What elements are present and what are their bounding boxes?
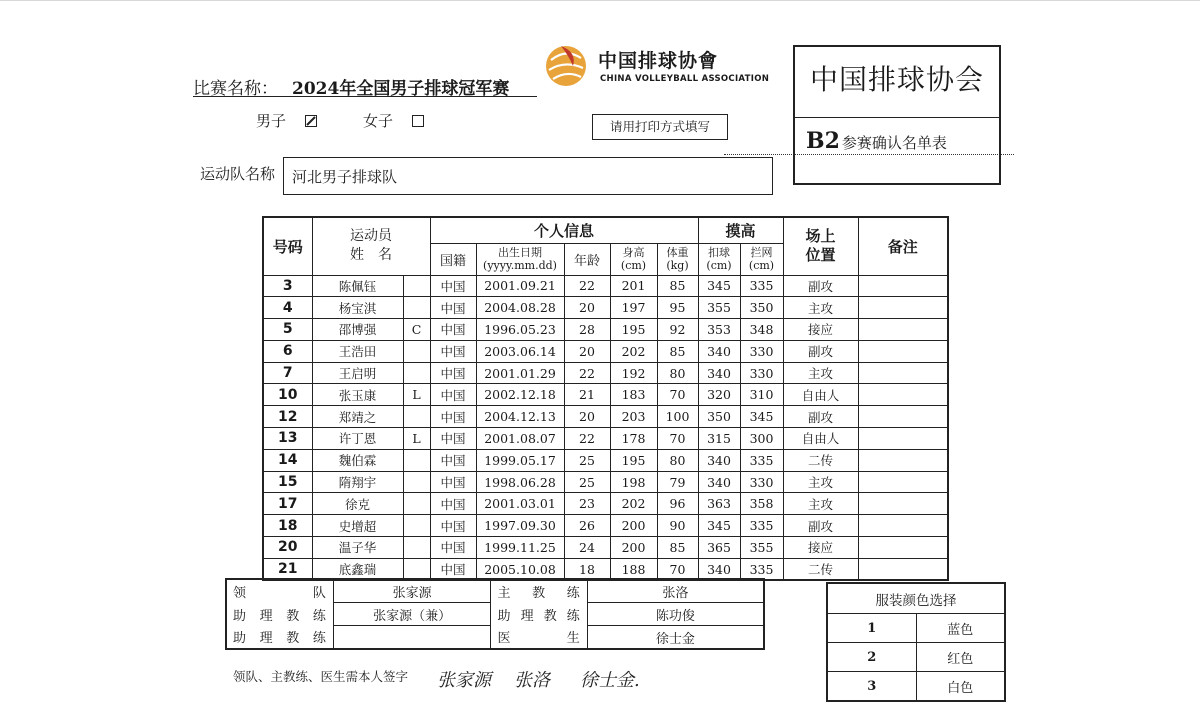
cell-name: 魏伯霖 [312, 449, 403, 471]
cell-name: 陈佩钰 [312, 275, 403, 297]
cell-note [858, 558, 948, 580]
header-nationality: 国籍 [430, 243, 476, 275]
gender-male [256, 110, 317, 131]
cell-height: 195 [610, 449, 657, 471]
signature-doctor: 徐士金. [580, 670, 640, 691]
cell-spike: 340 [698, 340, 740, 362]
cell-spike: 365 [698, 537, 740, 559]
cell-nat: 中国 [430, 515, 476, 537]
org-subtitle [806, 128, 947, 154]
cell-pos: 二传 [783, 558, 858, 580]
cell-weight: 80 [657, 362, 698, 384]
cell-note [858, 449, 948, 471]
cell-no: 6 [263, 340, 312, 362]
cell-nat: 中国 [430, 449, 476, 471]
cell-note [858, 297, 948, 319]
head-coach-label: 主教练 [491, 579, 587, 603]
cell-age: 28 [564, 319, 610, 341]
asst-coach3-value [333, 626, 491, 650]
cell-note [858, 515, 948, 537]
table-row [263, 449, 948, 471]
cell-age: 20 [564, 297, 610, 319]
cell-pos: 主攻 [783, 362, 858, 384]
cell-weight: 70 [657, 384, 698, 406]
table-row [263, 384, 948, 406]
header-spike [698, 243, 740, 275]
header-position-line2: 位置 [805, 246, 836, 265]
cell-pos: 二传 [783, 449, 858, 471]
cell-age: 23 [564, 493, 610, 515]
table-row [263, 319, 948, 341]
cell-dob: 1999.05.17 [476, 449, 564, 471]
cell-role [403, 449, 430, 471]
print-note: 请用打印方式填写 [592, 114, 728, 140]
asst-coach-label: 助理教练 [226, 603, 333, 626]
cell-nat: 中国 [430, 493, 476, 515]
cell-pos: 副攻 [783, 340, 858, 362]
header-height [610, 243, 657, 275]
cell-note [858, 537, 948, 559]
cell-weight: 96 [657, 493, 698, 515]
table-row [263, 558, 948, 580]
cell-age: 25 [564, 471, 610, 493]
cell-dob: 2004.08.28 [476, 297, 564, 319]
cell-pos: 副攻 [783, 515, 858, 537]
cell-block: 330 [740, 471, 783, 493]
cell-name: 邵博强 [312, 319, 403, 341]
uniform-option [827, 672, 1005, 702]
cell-no: 7 [263, 362, 312, 384]
cell-spike: 315 [698, 428, 740, 450]
cell-block: 345 [740, 406, 783, 428]
cell-role [403, 493, 430, 515]
competition-underline [193, 96, 537, 97]
cell-dob: 2001.09.21 [476, 275, 564, 297]
cell-height: 195 [610, 319, 657, 341]
header-block-line2: (cm) [748, 259, 775, 272]
header-spike-line1: 扣球 [708, 246, 730, 259]
cell-height: 198 [610, 471, 657, 493]
cell-height: 200 [610, 515, 657, 537]
cell-dob: 1999.11.25 [476, 537, 564, 559]
cell-block: 335 [740, 449, 783, 471]
header-athlete-line2: 姓 名 [350, 247, 392, 264]
cell-weight: 79 [657, 471, 698, 493]
cell-no: 20 [263, 537, 312, 559]
uniform-option-number: 3 [827, 672, 916, 702]
signature-leader: 张家源 [437, 670, 491, 691]
cell-role [403, 297, 430, 319]
table-row [263, 428, 948, 450]
cell-pos: 自由人 [783, 428, 858, 450]
cell-pos: 主攻 [783, 493, 858, 515]
roster-table [262, 216, 949, 581]
staff-table [225, 578, 765, 650]
cell-no: 12 [263, 406, 312, 428]
header-weight [657, 243, 698, 275]
header-reach: 摸高 [698, 217, 783, 243]
cell-note [858, 428, 948, 450]
cell-weight: 85 [657, 340, 698, 362]
cell-spike: 320 [698, 384, 740, 406]
cell-weight: 100 [657, 406, 698, 428]
cell-dob: 1998.06.28 [476, 471, 564, 493]
uniform-title: 服装颜色选择 [827, 583, 1005, 614]
table-row [263, 493, 948, 515]
gender-male-label: 男子 [256, 112, 287, 130]
cell-no: 15 [263, 471, 312, 493]
cell-note [858, 340, 948, 362]
cell-name: 王启明 [312, 362, 403, 384]
cell-note [858, 471, 948, 493]
cell-height: 203 [610, 406, 657, 428]
cell-pos: 自由人 [783, 384, 858, 406]
cell-block: 310 [740, 384, 783, 406]
gender-female [363, 110, 424, 131]
cell-weight: 85 [657, 275, 698, 297]
cell-role [403, 362, 430, 384]
cell-weight: 70 [657, 428, 698, 450]
cell-name: 张玉康 [312, 384, 403, 406]
logo-en-text: CHINA VOLLEYBALL ASSOCIATION [600, 74, 770, 84]
cell-note [858, 362, 948, 384]
leader-label: 领队 [226, 579, 333, 603]
cell-role [403, 558, 430, 580]
cell-no: 3 [263, 275, 312, 297]
header-dob-line1: 出生日期 [498, 246, 542, 259]
cell-no: 13 [263, 428, 312, 450]
uniform-option [827, 643, 1005, 672]
cell-block: 300 [740, 428, 783, 450]
cell-name: 底鑫瑞 [312, 558, 403, 580]
cell-dob: 2002.12.18 [476, 384, 564, 406]
cell-nat: 中国 [430, 362, 476, 384]
cell-role [403, 406, 430, 428]
table-row [263, 275, 948, 297]
cell-weight: 95 [657, 297, 698, 319]
doctor-label: 医生 [491, 626, 587, 650]
cell-role [403, 340, 430, 362]
roster-body [263, 275, 948, 580]
cell-age: 22 [564, 428, 610, 450]
cell-name: 王浩田 [312, 340, 403, 362]
table-row [263, 340, 948, 362]
leader-value: 张家源 [333, 579, 491, 603]
cell-block: 350 [740, 297, 783, 319]
header-athlete [312, 217, 430, 275]
head-coach-value: 张洛 [587, 579, 764, 603]
cell-weight: 70 [657, 558, 698, 580]
cell-name: 温子华 [312, 537, 403, 559]
cell-name: 史增超 [312, 515, 403, 537]
cell-no: 18 [263, 515, 312, 537]
table-row [263, 297, 948, 319]
cell-note [858, 493, 948, 515]
uniform-option-number: 1 [827, 614, 916, 643]
cell-nat: 中国 [430, 537, 476, 559]
cell-weight: 90 [657, 515, 698, 537]
cell-block: 348 [740, 319, 783, 341]
header-position [783, 217, 858, 275]
gender-female-checkbox[interactable] [412, 115, 424, 127]
header-block-line1: 拦网 [750, 246, 773, 259]
cell-age: 26 [564, 515, 610, 537]
cell-role [403, 515, 430, 537]
cell-name: 隋翔宇 [312, 471, 403, 493]
table-row [263, 537, 948, 559]
cell-role: L [403, 428, 430, 450]
signature-label: 领队、主教练、医生需本人签字 [233, 669, 409, 684]
cell-pos: 接应 [783, 319, 858, 341]
logo-cn-text: 中国排球协會 [598, 50, 719, 72]
cell-spike: 340 [698, 471, 740, 493]
cell-age: 25 [564, 449, 610, 471]
cell-dob: 1996.05.23 [476, 319, 564, 341]
cell-nat: 中国 [430, 384, 476, 406]
uniform-option-color: 蓝色 [916, 614, 1005, 643]
cell-name: 杨宝淇 [312, 297, 403, 319]
cell-age: 20 [564, 340, 610, 362]
cell-age: 22 [564, 275, 610, 297]
cell-nat: 中国 [430, 428, 476, 450]
cell-pos: 主攻 [783, 471, 858, 493]
cell-age: 21 [564, 384, 610, 406]
header-athlete-line1: 运动员 [350, 228, 392, 245]
cell-nat: 中国 [430, 340, 476, 362]
cell-weight: 85 [657, 537, 698, 559]
header-position-line1: 场上 [805, 227, 836, 246]
gender-male-checkbox[interactable] [305, 115, 317, 127]
cell-pos: 副攻 [783, 275, 858, 297]
org-separator [793, 117, 1001, 118]
cell-no: 17 [263, 493, 312, 515]
asst-coach2-value: 陈功俊 [587, 603, 764, 626]
cell-spike: 350 [698, 406, 740, 428]
uniform-option-color: 红色 [916, 643, 1005, 672]
header-weight-line2: (kg) [666, 259, 689, 272]
cell-age: 18 [564, 558, 610, 580]
cell-no: 14 [263, 449, 312, 471]
cell-name: 徐克 [312, 493, 403, 515]
cell-height: 192 [610, 362, 657, 384]
table-row [263, 362, 948, 384]
cell-nat: 中国 [430, 275, 476, 297]
cell-note [858, 406, 948, 428]
cell-age: 22 [564, 362, 610, 384]
cell-spike: 345 [698, 515, 740, 537]
cell-pos: 接应 [783, 537, 858, 559]
header-height-line2: (cm) [620, 259, 647, 272]
cell-spike: 345 [698, 275, 740, 297]
cell-dob: 2001.08.07 [476, 428, 564, 450]
cell-note [858, 384, 948, 406]
cell-note [858, 319, 948, 341]
header-age: 年龄 [564, 243, 610, 275]
top-edge [0, 0, 1200, 1]
cell-no: 4 [263, 297, 312, 319]
cell-no: 10 [263, 384, 312, 406]
cell-dob: 2005.10.08 [476, 558, 564, 580]
cell-height: 188 [610, 558, 657, 580]
cell-height: 178 [610, 428, 657, 450]
cell-role [403, 537, 430, 559]
cell-dob: 2004.12.13 [476, 406, 564, 428]
cell-role: L [403, 384, 430, 406]
header-spike-line2: (cm) [706, 259, 732, 272]
uniform-option-color: 白色 [916, 672, 1005, 702]
cell-no: 21 [263, 558, 312, 580]
asst-coach1-value: 张家源（兼） [333, 603, 491, 626]
cell-weight: 92 [657, 319, 698, 341]
header-weight-line1: 体重 [666, 246, 689, 259]
header-block [740, 243, 783, 275]
cell-nat: 中国 [430, 471, 476, 493]
cell-note [858, 275, 948, 297]
uniform-color-table [826, 582, 1006, 702]
cell-height: 201 [610, 275, 657, 297]
doctor-value: 徐士金 [587, 626, 764, 650]
cell-name: 郑靖之 [312, 406, 403, 428]
signature-coach: 张洛 [514, 670, 550, 691]
cell-block: 358 [740, 493, 783, 515]
cell-role [403, 471, 430, 493]
cell-height: 197 [610, 297, 657, 319]
cell-age: 20 [564, 406, 610, 428]
cell-dob: 2001.03.01 [476, 493, 564, 515]
org-title: 中国排球协会 [809, 63, 984, 96]
cell-weight: 80 [657, 449, 698, 471]
check-icon [306, 116, 316, 126]
cell-spike: 340 [698, 449, 740, 471]
cell-height: 202 [610, 340, 657, 362]
header-number: 号码 [263, 217, 312, 275]
uniform-option [827, 614, 1005, 643]
competition-label: 比赛名称： [193, 79, 278, 99]
form-subtitle: 参赛确认名单表 [841, 134, 947, 152]
cell-block: 330 [740, 340, 783, 362]
header-height-line1: 身高 [622, 246, 645, 259]
cell-height: 183 [610, 384, 657, 406]
cell-spike: 353 [698, 319, 740, 341]
header-personal-info: 个人信息 [430, 217, 698, 243]
cell-pos: 主攻 [783, 297, 858, 319]
cell-height: 202 [610, 493, 657, 515]
cell-dob: 1997.09.30 [476, 515, 564, 537]
cell-block: 335 [740, 515, 783, 537]
cell-nat: 中国 [430, 558, 476, 580]
header-dob-line2: (yyyy.mm.dd) [483, 259, 557, 272]
cell-spike: 355 [698, 297, 740, 319]
cell-block: 335 [740, 275, 783, 297]
form-code: B2 [806, 128, 840, 154]
team-name-field[interactable]: 河北男子排球队 [283, 157, 773, 195]
cell-spike: 363 [698, 493, 740, 515]
table-row [263, 515, 948, 537]
table-row [263, 471, 948, 493]
cell-block: 335 [740, 558, 783, 580]
cell-age: 24 [564, 537, 610, 559]
cell-nat: 中国 [430, 319, 476, 341]
cell-nat: 中国 [430, 297, 476, 319]
cell-no: 5 [263, 319, 312, 341]
header-dob [476, 243, 564, 275]
team-label: 运动队名称 [200, 165, 276, 183]
cell-dob: 2001.01.29 [476, 362, 564, 384]
table-row [263, 406, 948, 428]
cell-height: 200 [610, 537, 657, 559]
cell-block: 330 [740, 362, 783, 384]
cell-role [403, 275, 430, 297]
cell-spike: 340 [698, 558, 740, 580]
cell-spike: 340 [698, 362, 740, 384]
cell-nat: 中国 [430, 406, 476, 428]
cell-dob: 2003.06.14 [476, 340, 564, 362]
cell-role: C [403, 319, 430, 341]
gender-female-label: 女子 [363, 112, 394, 130]
cell-block: 355 [740, 537, 783, 559]
competition-value: 2024年全国男子排球冠军赛 [292, 79, 510, 99]
header-remarks: 备注 [858, 217, 948, 275]
asst-coach3-label: 助理教练 [226, 626, 333, 650]
cell-pos: 副攻 [783, 406, 858, 428]
uniform-option-number: 2 [827, 643, 916, 672]
asst-coach2-label: 助理教练 [491, 603, 587, 626]
cell-name: 许丁恩 [312, 428, 403, 450]
